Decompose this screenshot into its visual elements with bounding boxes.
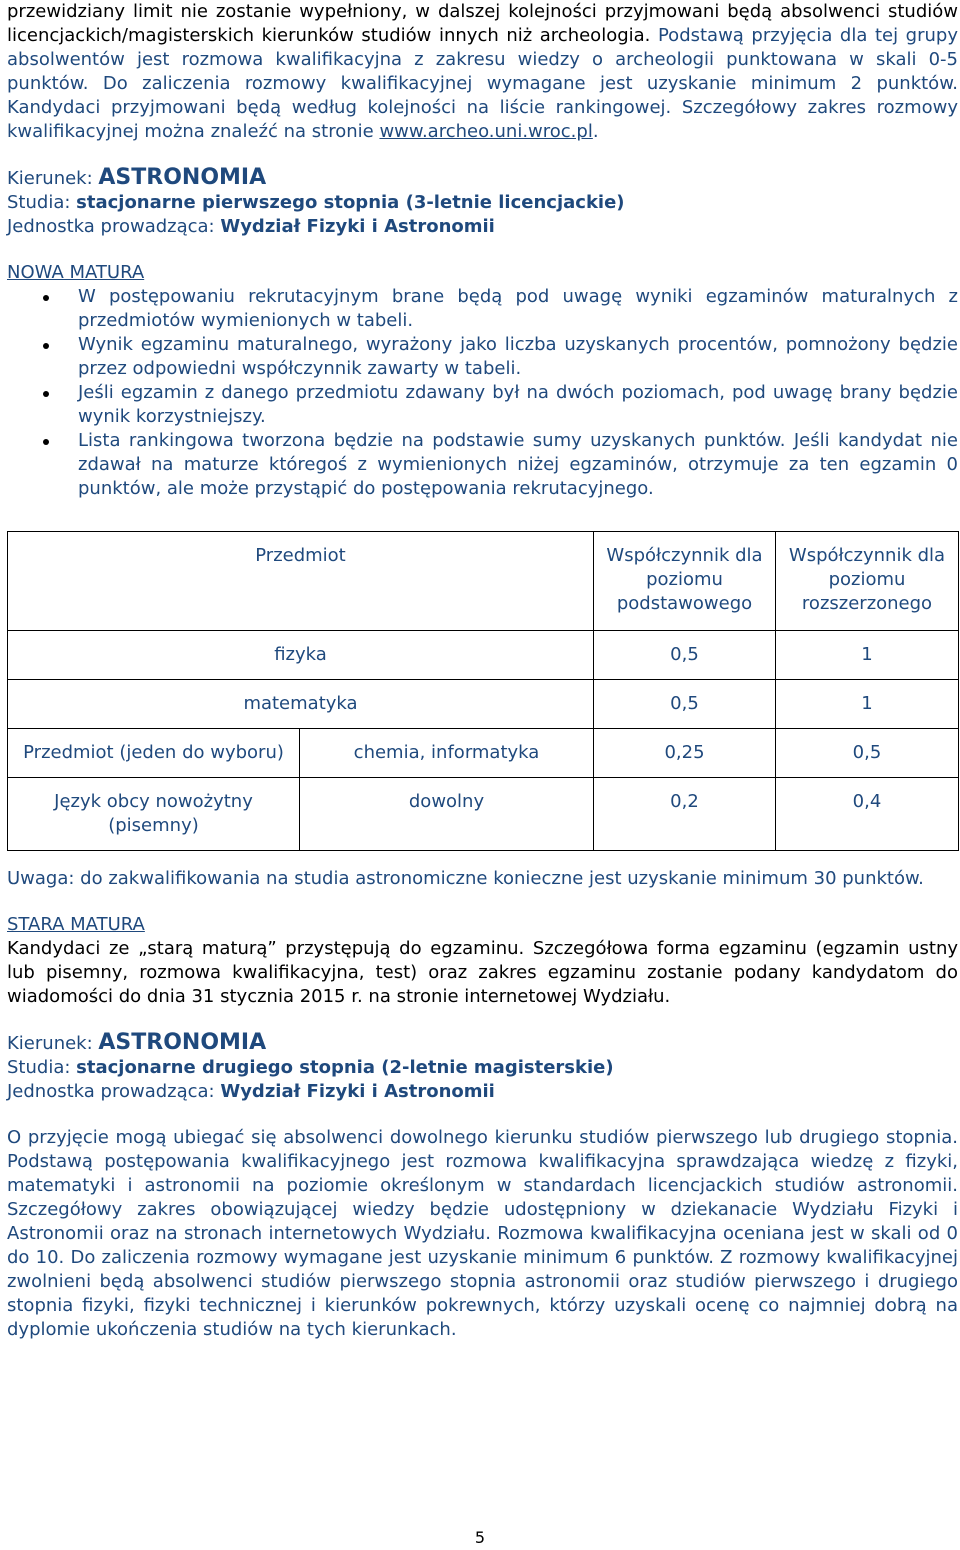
list-item — [7, 285, 958, 333]
section1-header — [7, 166, 958, 239]
table-cell-basic: 0,5 — [594, 631, 776, 680]
section2-header — [7, 1031, 958, 1104]
nowa-matura-heading: NOWA MATURA — [7, 262, 145, 283]
intro-text-2: Podstawą przyjęcia dla tej grupy absolwentów jest rozmowa kwalifikacyjna z zakresu wiedzy o archeologii punktowana w skali 0-5 punktów. — [7, 25, 958, 94]
list-item — [7, 429, 958, 501]
stara-matura-body: Kandydaci ze „starą maturą” przystępują do egzaminu. Szczegółowa forma egzaminu (egzamin ustny lub pisemny, rozmowa kwalifikacyjna, test) oraz zakres egzaminu zostanie podany kandydatom do wiadomości do dnia 31 stycznia 2015 r. na stronie internetowej Wydziału. — [7, 938, 958, 1007]
table-cell-subject: fizyka — [8, 631, 594, 680]
table-cell-group: Język obcy nowożytny (pisemny) — [8, 778, 300, 851]
kierunek-label: Kierunek: — [7, 1033, 99, 1054]
list-item — [7, 333, 958, 381]
intro-link-end: . — [592, 121, 599, 142]
section1-studia — [7, 191, 958, 215]
bullet-dot-icon — [43, 295, 49, 301]
list-item-text: W postępowaniu rekrutacyjnym brane będą pod uwagę wyniki egzaminów maturalnych z przedmiotów wymienionych w tabeli. — [78, 286, 958, 331]
jednostka-value: Wydział Fizyki i Astronomii — [220, 216, 495, 237]
studia-value: stacjonarne drugiego stopnia (2-letnie magisterskie) — [76, 1057, 614, 1078]
studia-label: Studia: — [7, 1057, 77, 1078]
uwaga-note: Uwaga: do zakwalifikowania na studia astronomiczne konieczne jest uzyskanie minimum 30 punktów. — [7, 868, 924, 889]
nowa-matura-section — [7, 261, 958, 501]
nowa-matura-list — [7, 285, 958, 501]
table-cell-basic: 0,25 — [594, 729, 776, 778]
stara-matura-heading: STARA MATURA — [7, 914, 145, 935]
kierunek-value: ASTRONOMIA — [98, 1030, 267, 1055]
archeo-link[interactable]: www.archeo.uni.wroc.pl — [379, 121, 593, 142]
jednostka-label: Jednostka prowadząca: — [7, 1081, 221, 1102]
table-cell-subject: matematyka — [8, 680, 594, 729]
section1-jednostka — [7, 215, 958, 239]
list-item-text: Wynik egzaminu maturalnego, wyrażony jako liczba uzyskanych procentów, pomnożony będzie przez odpowiedni współczynnik zawarty w tabeli. — [78, 334, 958, 379]
section2-studia — [7, 1056, 958, 1080]
table-cell-subject: chemia, informatyka — [300, 729, 594, 778]
section2-jednostka — [7, 1080, 958, 1104]
table-cell-group: Przedmiot (jeden do wyboru) — [8, 729, 300, 778]
final-paragraph: O przyjęcie mogą ubiegać się absolwenci dowolnego kierunku studiów pierwszego lub drugiego stopnia. Podstawą postępowania kwalifikacyjnego jest rozmowa kwalifikacyjna sprawdzająca wiedzę z fizyki, matematyki i astronomii na poziomie określonym w standardach licencjackich studiów astronomii. Szczegółowy zakres obowiązującej wiedzy będzie udostępniony w dziekanacie Wydziału Fizyki i Astronomii oraz na stronach internetowych Wydziału. Rozmowa kwalifikacyjna oceniana jest w skali od 0 do 10. Do zaliczenia rozmowy wymagane jest uzyskanie minimum 6 punktów. Z rozmowy kwalifikacyjnej zwolnieni będą absolwenci studiów pierwszego stopnia astronomii oraz studiów pierwszego i drugiego stopnia fizyki, fizyki technicznej i kierunków pokrewnych, którzy uzyskali ocenę co najmniej dobrą na dyplomie ukończenia studiów na tych kierunkach. — [7, 1127, 958, 1340]
section1-kierunek — [7, 166, 958, 191]
table-row — [8, 729, 959, 778]
list-item-text: Lista rankingowa tworzona będzie na podstawie sumy uzyskanych punktów. Jeśli kandydat nie zdawał na maturze któregoś z wymienionych niżej egzaminów, otrzymuje za ten egzamin 0 punktów, ale może przystąpić do postępowania rekrutacyjnego. — [78, 430, 958, 499]
kierunek-label: Kierunek: — [7, 168, 99, 189]
table-cell-subject: dowolny — [300, 778, 594, 851]
jednostka-value: Wydział Fizyki i Astronomii — [220, 1081, 495, 1102]
table-cell-ext: 0,4 — [776, 778, 959, 851]
bullet-dot-icon — [43, 343, 49, 349]
bullet-dot-icon — [43, 391, 49, 397]
intro-text-3: Do zaliczenia rozmowy kwalifikacyjnej wymagane jest uzyskanie minimum 2 punktów. Kandydaci przyjmowani będą według kolejności na liście rankingowej. Szczegółowy zakres rozmowy kwalifikacyjnej można znaleźć na stronie — [7, 73, 958, 142]
table-cell-ext: 1 — [776, 680, 959, 729]
intro-text-1: przewidziany limit nie zostanie wypełniony, w dalszej kolejności przyjmowani będą absolwenci studiów licencjackich/magisterskich kierunków studiów innych niż archeologia. — [7, 1, 958, 46]
table-cell-basic: 0,5 — [594, 680, 776, 729]
coefficient-table — [7, 531, 959, 851]
table-header-row — [8, 532, 959, 631]
table-row — [8, 778, 959, 851]
studia-value: stacjonarne pierwszego stopnia (3-letnie licencjackie) — [76, 192, 625, 213]
table-cell-ext: 1 — [776, 631, 959, 680]
stara-matura-text — [7, 937, 958, 1009]
kierunek-value: ASTRONOMIA — [98, 165, 267, 190]
table-row — [8, 631, 959, 680]
section2-kierunek — [7, 1031, 958, 1056]
list-item — [7, 381, 958, 429]
stara-matura-section — [7, 913, 958, 1009]
document-page — [7, 0, 958, 1342]
table-header-basic: Współczynnik dla poziomu podstawowego — [594, 532, 776, 631]
table-cell-ext: 0,5 — [776, 729, 959, 778]
bullet-dot-icon — [43, 439, 49, 445]
table-header-subject: Przedmiot — [8, 532, 594, 631]
table-cell-basic: 0,2 — [594, 778, 776, 851]
table-row — [8, 680, 959, 729]
intro-paragraph — [7, 0, 958, 144]
jednostka-label: Jednostka prowadząca: — [7, 216, 221, 237]
table-header-ext: Współczynnik dla poziomu rozszerzonego — [776, 532, 959, 631]
list-item-text: Jeśli egzamin z danego przedmiotu zdawany był na dwóch poziomach, pod uwagę brany będzie wynik korzystniejszy. — [78, 382, 958, 427]
page-number: 5 — [474, 1528, 486, 1547]
studia-label: Studia: — [7, 192, 77, 213]
